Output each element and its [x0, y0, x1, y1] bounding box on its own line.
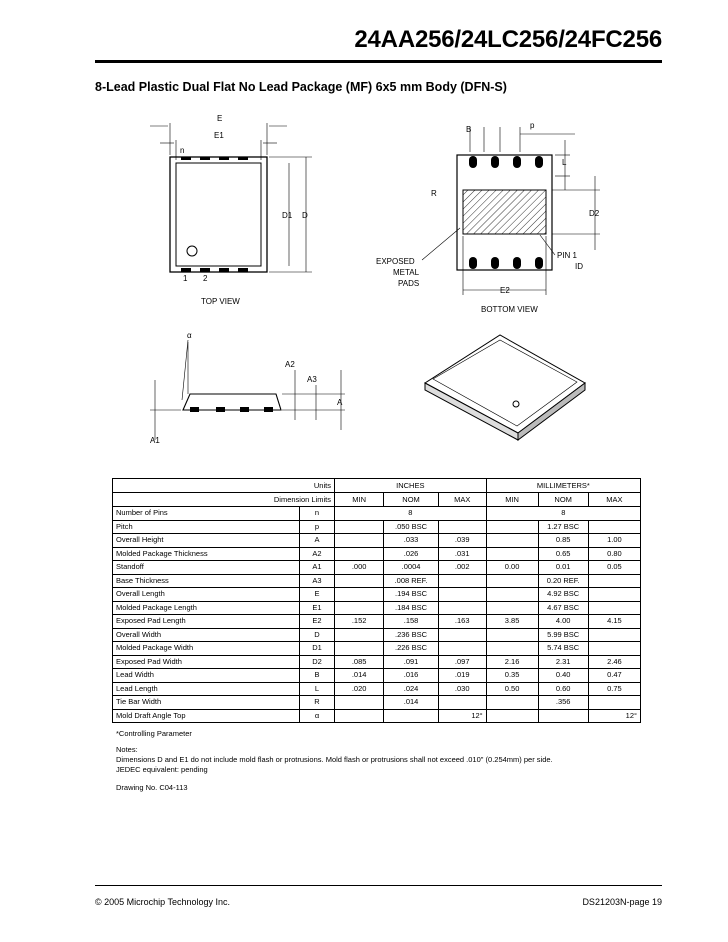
bottom-view-title: BOTTOM VIEW [481, 305, 538, 314]
controlling-parameter-note: *Controlling Parameter [116, 729, 192, 738]
table-row [113, 669, 641, 683]
table-cell-in-max: .002 [438, 561, 486, 575]
table-cell-in-min: .152 [334, 615, 383, 629]
table-cell-in-min [334, 534, 383, 548]
table-cell-mm-max: 0.80 [588, 547, 640, 561]
table-cell-mm-nom: 4.00 [538, 615, 588, 629]
footer-page-number: DS21203N-page 19 [582, 897, 662, 907]
table-cell-sym: E1 [300, 601, 335, 615]
table-cell-mm-nom: 8 [486, 507, 640, 521]
table-cell-mm-max [588, 520, 640, 534]
table-cell-mm-min [486, 574, 538, 588]
table-cell-name: Overall Length [113, 588, 300, 602]
table-cell-name: Overall Width [113, 628, 300, 642]
table-cell-mm-nom: 0.20 REF. [538, 574, 588, 588]
top-view-leads [181, 157, 248, 272]
table-row [113, 682, 641, 696]
table-cell-sym: E [300, 588, 335, 602]
table-cell-in-nom: .158 [384, 615, 439, 629]
table-cell-in-nom: .091 [384, 655, 439, 669]
isometric-package [425, 335, 585, 440]
table-cell-in-min [334, 520, 383, 534]
table-header-limits [113, 493, 641, 507]
table-cell-in-max [438, 642, 486, 656]
table-cell-mm-max: 4.15 [588, 615, 640, 629]
mm-label: MILLIMETERS* [486, 479, 640, 493]
table-row [113, 574, 641, 588]
table-cell-in-max: .030 [438, 682, 486, 696]
table-cell-name: Overall Height [113, 534, 300, 548]
dim-label-a3: A3 [307, 375, 317, 384]
table-cell-mm-min: 0.35 [486, 669, 538, 683]
table-cell-mm-min [486, 709, 538, 723]
notes-block [116, 729, 553, 793]
units-label: Units [113, 479, 335, 493]
table-cell-in-nom [384, 709, 439, 723]
table-row [113, 561, 641, 575]
table-row [113, 507, 641, 521]
table-cell-mm-max [588, 601, 640, 615]
table-cell-sym: D2 [300, 655, 335, 669]
col-mm-nom: NOM [538, 493, 588, 507]
table-cell-mm-min [486, 696, 538, 710]
table-cell-mm-min [486, 547, 538, 561]
top-view-title: TOP VIEW [201, 297, 240, 306]
table-cell-mm-nom: 0.60 [538, 682, 588, 696]
table-cell-name: Molded Package Length [113, 601, 300, 615]
pin1-id-label-line1: PIN 1 [557, 251, 578, 260]
table-cell-in-max: .039 [438, 534, 486, 548]
table-cell-sym: D [300, 628, 335, 642]
table-cell-name: Lead Length [113, 682, 300, 696]
table-cell-mm-nom [538, 709, 588, 723]
table-cell-mm-max: 0.47 [588, 669, 640, 683]
table-cell-in-min [334, 601, 383, 615]
dim-label-l: L [562, 158, 567, 167]
table-cell-mm-min [486, 628, 538, 642]
table-cell-mm-min [486, 534, 538, 548]
table-cell-sym: α [300, 709, 335, 723]
table-cell-in-max: .097 [438, 655, 486, 669]
table-cell-sym: n [300, 507, 335, 521]
package-title: 8-Lead Plastic Dual Flat No Lead Package (MF) 6x5 mm Body (DFN-S) [95, 80, 507, 94]
dim-label-d2: D2 [589, 209, 600, 218]
side-view-drawing [150, 340, 345, 440]
table-cell-in-min [334, 628, 383, 642]
table-cell-sym: A [300, 534, 335, 548]
notes-label: Notes: [116, 745, 138, 754]
table-cell-mm-nom: 2.31 [538, 655, 588, 669]
document-title: 24AA256/24LC256/24FC256 [354, 26, 662, 53]
col-mm-max: MAX [588, 493, 640, 507]
pin-label-2: 2 [203, 274, 208, 283]
table-cell-in-nom: .026 [384, 547, 439, 561]
table-cell-mm-max [588, 642, 640, 656]
table-cell-in-nom: .0004 [384, 561, 439, 575]
footer-copyright: © 2005 Microchip Technology Inc. [95, 897, 231, 907]
table-cell-in-min: .014 [334, 669, 383, 683]
table-cell-name: Exposed Pad Width [113, 655, 300, 669]
dim-label-d1: D1 [282, 211, 293, 220]
table-cell-in-max [438, 601, 486, 615]
table-cell-name: Pitch [113, 520, 300, 534]
table-cell-mm-nom: 4.67 BSC [538, 601, 588, 615]
table-row [113, 642, 641, 656]
table-cell-sym: R [300, 696, 335, 710]
table-cell-mm-max: 0.05 [588, 561, 640, 575]
pin1-id-label-line2: ID [575, 262, 583, 271]
table-cell-in-min: .085 [334, 655, 383, 669]
table-cell-mm-nom: 1.27 BSC [538, 520, 588, 534]
dim-label-d: D [302, 211, 308, 220]
table-cell-in-min: .000 [334, 561, 383, 575]
table-cell-in-max: .163 [438, 615, 486, 629]
drawing-number: Drawing No. C04-113 [116, 783, 188, 792]
table-cell-in-max: .019 [438, 669, 486, 683]
table-cell-in-max: 12° [438, 709, 486, 723]
col-mm-min: MIN [486, 493, 538, 507]
table-cell-name: Number of Pins [113, 507, 300, 521]
inches-label: INCHES [334, 479, 486, 493]
note-jedec: JEDEC equivalent: pending [116, 765, 208, 774]
col-in-max: MAX [438, 493, 486, 507]
table-row [113, 628, 641, 642]
table-cell-sym: A3 [300, 574, 335, 588]
table-cell-in-nom: .024 [384, 682, 439, 696]
table-cell-mm-max [588, 588, 640, 602]
note-dimensions: Dimensions D and E1 do not include mold flash or protrusions. Mold flash or protrusions shall not exceed .010" (0.254mm) per side. [116, 755, 553, 764]
dim-label-r: R [431, 189, 437, 198]
dim-label-n: n [180, 146, 185, 155]
col-in-min: MIN [334, 493, 383, 507]
dim-label-e1: E1 [214, 131, 224, 140]
table-row [113, 601, 641, 615]
table-header-units [113, 479, 641, 493]
table-cell-name: Mold Draft Angle Top [113, 709, 300, 723]
table-row [113, 520, 641, 534]
dim-label-a1: A1 [150, 436, 160, 445]
table-cell-name: Molded Package Width [113, 642, 300, 656]
table-cell-in-nom: .226 BSC [384, 642, 439, 656]
dim-limits-label: Dimension Limits [113, 493, 335, 507]
table-cell-name: Lead Width [113, 669, 300, 683]
table-cell-in-min [334, 709, 383, 723]
table-cell-sym: p [300, 520, 335, 534]
table-cell-mm-min: 3.85 [486, 615, 538, 629]
footer-rule [95, 885, 662, 886]
bottom-view-drawing [422, 127, 600, 295]
table-cell-mm-max [588, 696, 640, 710]
table-cell-mm-max [588, 574, 640, 588]
dim-label-p: p [530, 121, 535, 130]
exposed-pads-label-line1: EXPOSED [376, 257, 415, 266]
table-cell-mm-nom: 0.40 [538, 669, 588, 683]
table-cell-in-nom: .033 [384, 534, 439, 548]
table-cell-mm-nom: .356 [538, 696, 588, 710]
table-cell-in-nom: .014 [384, 696, 439, 710]
table-row [113, 547, 641, 561]
table-cell-mm-max: 0.75 [588, 682, 640, 696]
table-cell-mm-min: 0.00 [486, 561, 538, 575]
table-cell-in-max: .031 [438, 547, 486, 561]
table-cell-in-min [334, 588, 383, 602]
table-cell-mm-min [486, 520, 538, 534]
dim-label-alpha: α [187, 331, 192, 340]
table-cell-mm-min [486, 601, 538, 615]
table-cell-in-max [438, 696, 486, 710]
table-cell-mm-nom: 4.92 BSC [538, 588, 588, 602]
table-row [113, 709, 641, 723]
table-cell-mm-max: 2.46 [588, 655, 640, 669]
table-cell-in-min [334, 574, 383, 588]
table-row [113, 534, 641, 548]
table-cell-mm-max: 1.00 [588, 534, 640, 548]
table-row [113, 696, 641, 710]
table-cell-in-nom: .016 [384, 669, 439, 683]
table-cell-name: Exposed Pad Length [113, 615, 300, 629]
col-in-nom: NOM [384, 493, 439, 507]
table-cell-mm-nom: 0.65 [538, 547, 588, 561]
table-cell-mm-min: 2.16 [486, 655, 538, 669]
table-cell-mm-nom: 0.01 [538, 561, 588, 575]
dim-label-a: A [337, 398, 343, 407]
table-cell-in-min: .020 [334, 682, 383, 696]
table-row [113, 588, 641, 602]
table-cell-mm-max [588, 628, 640, 642]
exposed-pads-label-line2: METAL [393, 268, 420, 277]
table-cell-mm-min: 0.50 [486, 682, 538, 696]
dim-label-a2: A2 [285, 360, 295, 369]
table-cell-in-min [334, 547, 383, 561]
dim-label-e: E [217, 114, 223, 123]
exposed-pads-label-line3: PADS [398, 279, 420, 288]
table-cell-sym: E2 [300, 615, 335, 629]
dimension-table [112, 478, 641, 723]
table-cell-in-nom: .194 BSC [384, 588, 439, 602]
table-cell-sym: L [300, 682, 335, 696]
table-cell-name: Standoff [113, 561, 300, 575]
table-cell-sym: A1 [300, 561, 335, 575]
table-cell-mm-min [486, 642, 538, 656]
table-cell-in-nom: .236 BSC [384, 628, 439, 642]
pin-label-1: 1 [183, 274, 188, 283]
table-cell-mm-min [486, 588, 538, 602]
table-cell-sym: A2 [300, 547, 335, 561]
table-cell-in-nom: .184 BSC [384, 601, 439, 615]
table-cell-in-min [334, 642, 383, 656]
table-cell-in-max [438, 588, 486, 602]
table-cell-in-max [438, 628, 486, 642]
table-cell-in-max [438, 520, 486, 534]
table-cell-mm-max: 12° [588, 709, 640, 723]
table-cell-sym: B [300, 669, 335, 683]
table-cell-in-nom: .008 REF. [384, 574, 439, 588]
table-cell-name: Tie Bar Width [113, 696, 300, 710]
table-cell-in-nom: 8 [334, 507, 486, 521]
dim-label-b: B [466, 125, 472, 134]
table-cell-sym: D1 [300, 642, 335, 656]
table-body [113, 507, 641, 723]
table-cell-name: Base Thickness [113, 574, 300, 588]
table-row [113, 655, 641, 669]
table-cell-in-nom: .050 BSC [384, 520, 439, 534]
package-drawings [0, 0, 728, 470]
table-cell-mm-nom: 5.74 BSC [538, 642, 588, 656]
table-row [113, 615, 641, 629]
dim-label-e2: E2 [500, 286, 510, 295]
table-cell-mm-nom: 0.85 [538, 534, 588, 548]
table-cell-in-max [438, 574, 486, 588]
table-cell-in-min [334, 696, 383, 710]
top-view-drawing [150, 123, 312, 272]
table-cell-mm-nom: 5.99 BSC [538, 628, 588, 642]
table-cell-name: Molded Package Thickness [113, 547, 300, 561]
